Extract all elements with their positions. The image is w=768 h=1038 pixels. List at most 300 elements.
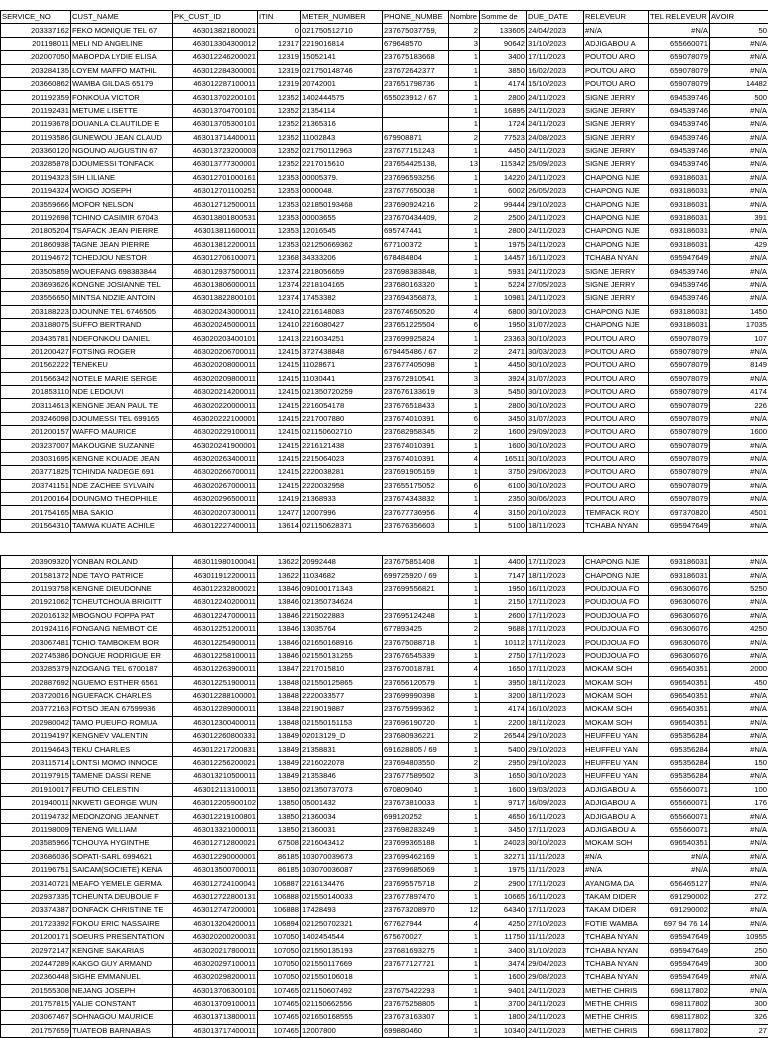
table-cell: 1 [449, 609, 480, 622]
table-cell: 656465127 [649, 877, 710, 890]
table-cell: 1950 [480, 318, 527, 331]
table-row [1, 904, 768, 917]
table-cell: #N/A [710, 265, 768, 278]
table-cell: 2220032958 [301, 479, 383, 492]
table-cell: 203585966 [1, 837, 71, 850]
table-cell: 2 [449, 198, 480, 211]
table-cell: 237680163320 [383, 278, 449, 291]
table-cell: 463013204200011 [173, 917, 258, 930]
table-cell: 1 [449, 716, 480, 729]
table-cell: 237699556821 [383, 582, 449, 595]
table-cell: 677893425 [383, 622, 449, 635]
table-cell: 17428493 [301, 904, 383, 917]
table-cell: 21365316 [301, 118, 383, 131]
table-cell: 463020222100001 [173, 412, 258, 425]
table-cell: 694539746 [649, 265, 710, 278]
table-cell: 463013321000011 [173, 823, 258, 836]
table-cell: 691290002 [649, 904, 710, 917]
table-row [1, 877, 768, 890]
table-cell: 2800 [480, 399, 527, 412]
table-cell: 1 [449, 783, 480, 796]
table-row [1, 211, 768, 224]
table-cell: TENENG WILLIAM [71, 823, 173, 836]
table-cell: 201194324 [1, 185, 71, 198]
table-cell: 696540351 [649, 689, 710, 702]
table-cell: 693186031 [649, 318, 710, 331]
column-header: CUST_NAME [71, 11, 173, 24]
table-cell: KENGNE JEAN PAUL TE [71, 399, 173, 412]
table-cell: 201853110 [1, 385, 71, 398]
table-cell: 18/11/2023 [527, 519, 584, 532]
table-cell: 201723392 [1, 917, 71, 930]
table-cell: 0000048. [301, 185, 383, 198]
table-cell: 2216043412 [301, 837, 383, 850]
table-cell: 6002 [480, 185, 527, 198]
table-cell: 463020245000011 [173, 318, 258, 331]
table-cell: 31/07/2023 [527, 372, 584, 385]
table-cell: 463013822800101 [173, 292, 258, 305]
table-cell: 12415 [258, 466, 301, 479]
table-cell: 021750112963 [301, 144, 383, 157]
table-cell: 86185 [258, 850, 301, 863]
table-cell: 1 [449, 91, 480, 104]
table-cell: LONTSI MOMO INNOCE [71, 756, 173, 769]
data-table-1 [0, 10, 768, 533]
table-cell: 1 [449, 890, 480, 903]
table-cell: METHE CHRIS [584, 1011, 649, 1024]
table-cell: 12352 [258, 131, 301, 144]
table-cell: #N/A [584, 863, 649, 876]
table-cell: 17/11/2023 [527, 649, 584, 662]
table-cell: KENGNE KOUADE JEAN [71, 452, 173, 465]
table-cell: DJOUNNE TEL 6746505 [71, 305, 173, 318]
table-row [1, 917, 768, 930]
table-cell: 16/02/2023 [527, 64, 584, 77]
table-cell: 12415 [258, 372, 301, 385]
table-cell: TAMWA KUATE ACHILE [71, 519, 173, 532]
table-cell: 693186031 [649, 171, 710, 184]
table-cell: 021150662556 [301, 997, 383, 1010]
table-cell: 237699462169 [383, 850, 449, 863]
table-cell: TEMFACK ROY [584, 506, 649, 519]
table-cell: 237699685069 [383, 863, 449, 876]
table-cell: #N/A [710, 225, 768, 238]
table-cell: 19/03/2023 [527, 783, 584, 796]
table-cell: 202937335 [1, 890, 71, 903]
table-cell: 694539746 [649, 144, 710, 157]
table-cell: 2950 [480, 756, 527, 769]
table-cell: #N/A [710, 904, 768, 917]
table-cell: 699880460 [383, 1024, 449, 1037]
table-cell: 237675088718 [383, 636, 449, 649]
table-cell: 679648570 [383, 37, 449, 50]
table-cell: SIGNE JERRY [584, 265, 649, 278]
table-cell: 34333206 [301, 252, 383, 265]
table-cell: 16/09/2023 [527, 797, 584, 810]
table-cell: 1650 [480, 770, 527, 783]
table-row [1, 837, 768, 850]
table-cell: FEKO MONIQUE TEL 67 [71, 24, 173, 37]
table-cell: 14457 [480, 252, 527, 265]
table-row [1, 345, 768, 358]
table-cell: 463011980100041 [173, 556, 258, 569]
table-cell: 1600 [710, 426, 768, 439]
table-cell: 237682958345 [383, 426, 449, 439]
table-cell: 201198009 [1, 823, 71, 836]
table-cell: 21360034 [301, 810, 383, 823]
table-row [1, 609, 768, 622]
table-row [1, 783, 768, 796]
table-cell: MEAFO YEMELE GERMA [71, 877, 173, 890]
table-cell: CHAPONG NJE [584, 185, 649, 198]
table-cell: POUTOU ARO [584, 51, 649, 64]
table-cell: SOHNAGOU MAURICE [71, 1011, 173, 1024]
table-cell: CHAPONG NJE [584, 225, 649, 238]
table-cell: 3474 [480, 957, 527, 970]
table-cell: FONKOUA VICTOR [71, 91, 173, 104]
table-cell: #N/A [710, 850, 768, 863]
table-cell: 021650168555 [301, 1011, 383, 1024]
table-cell: 237677151243 [383, 144, 449, 157]
table-cell: 237672642377 [383, 64, 449, 77]
table-cell: 2218104165 [301, 278, 383, 291]
table-cell: 691628805 / 69 [383, 743, 449, 756]
table-cell: ADJIGABOU A [584, 797, 649, 810]
table-cell: 24/11/2023 [527, 91, 584, 104]
table-cell: 30/10/2023 [527, 479, 584, 492]
table-cell: 9717 [480, 797, 527, 810]
table-cell: 670809040 [383, 783, 449, 796]
table-cell: #N/A [710, 104, 768, 117]
table-cell: NDE ZACHEE SYLVAIN [71, 479, 173, 492]
table-cell: 24/11/2023 [527, 118, 584, 131]
table-cell: 12353 [258, 211, 301, 224]
table-row [1, 930, 768, 943]
column-header: TEL RELEVEUR [649, 11, 710, 24]
table-row [1, 890, 768, 903]
table-cell: 463013801800531 [173, 211, 258, 224]
table-cell: 237673163307 [383, 1011, 449, 1024]
table-cell: 237651798736 [383, 77, 449, 90]
table-cell: 12319 [258, 77, 301, 90]
table-cell: 237674343832 [383, 493, 449, 506]
table-cell: 17/11/2023 [527, 556, 584, 569]
table-cell: 2750 [480, 649, 527, 662]
table-cell: 106888 [258, 904, 301, 917]
table-cell: 677100372 [383, 238, 449, 251]
table-cell: 021150607492 [301, 984, 383, 997]
table-cell: 463012263900011 [173, 663, 258, 676]
table-cell: 201193678 [1, 118, 71, 131]
table-cell: 1600 [480, 426, 527, 439]
table-cell: 2215064023 [301, 452, 383, 465]
table-cell: 463020263400011 [173, 452, 258, 465]
table-cell: 201200164 [1, 493, 71, 506]
table-cell: 115342 [480, 158, 527, 171]
table-cell: 27/05/2023 [527, 278, 584, 291]
table-cell: 12352 [258, 158, 301, 171]
table-cell: 201193758 [1, 582, 71, 595]
table-cell: 021250702321 [301, 917, 383, 930]
table-cell: 698117802 [649, 997, 710, 1010]
table-cell: 203435781 [1, 332, 71, 345]
table-cell: 11750 [480, 930, 527, 943]
table-cell: 699120252 [383, 810, 449, 823]
table-cell: 696540351 [649, 676, 710, 689]
table-cell: 655660071 [649, 823, 710, 836]
table-cell: KONGNE JOSIANNE TEL [71, 278, 173, 291]
table-cell: 2217007880 [301, 412, 383, 425]
table-cell: 16/11/2023 [527, 810, 584, 823]
table-cell: 463012287100011 [173, 77, 258, 90]
table-cell: 12415 [258, 479, 301, 492]
table-cell: 203741151 [1, 479, 71, 492]
table-cell: 24/11/2023 [527, 104, 584, 117]
table-cell: POUTOU ARO [584, 412, 649, 425]
table-cell: 021750512710 [301, 24, 383, 37]
table-cell: 463013500700011 [173, 863, 258, 876]
table-cell: 500 [710, 91, 768, 104]
table-cell: 201757659 [1, 1024, 71, 1037]
table-cell: 237677897470 [383, 890, 449, 903]
table-row [1, 452, 768, 465]
table-cell: 2000 [710, 663, 768, 676]
table-cell: 237655175052 [383, 479, 449, 492]
table-row [1, 118, 768, 131]
table-cell: 30/06/2023 [527, 493, 584, 506]
table-cell: 1 [449, 1011, 480, 1024]
table-cell: 12415 [258, 345, 301, 358]
table-cell: YONBAN ROLAND [71, 556, 173, 569]
table-cell: 27/10/2023 [527, 917, 584, 930]
table-cell: 237656120579 [383, 676, 449, 689]
table-cell: 2216034251 [301, 332, 383, 345]
table-cell: 463020298200011 [173, 971, 258, 984]
table-cell: GUNEWOU JEAN CLAUD [71, 131, 173, 144]
table-cell: 463020229100011 [173, 426, 258, 439]
table-cell: 1 [449, 332, 480, 345]
table-cell: 463020267000011 [173, 479, 258, 492]
table-cell: SIGNE JERRY [584, 144, 649, 157]
table-cell: METHE CHRIS [584, 1024, 649, 1037]
table-row [1, 797, 768, 810]
table-cell: 106887 [258, 877, 301, 890]
table-cell: 201924116 [1, 622, 71, 635]
table-cell: 24/11/2023 [527, 171, 584, 184]
table-cell: FEUTIO CELESTIN [71, 783, 173, 796]
column-header: RELEVEUR [584, 11, 649, 24]
table-cell: 021650168916 [301, 636, 383, 649]
table-cell: TCHOUYA HYGINTHE [71, 837, 173, 850]
table-cell: 203188075 [1, 318, 71, 331]
table-cell: #N/A [710, 412, 768, 425]
table-cell: 021150628371 [301, 519, 383, 532]
table-cell: 12353 [258, 198, 301, 211]
table-cell: 2220033577 [301, 689, 383, 702]
table-cell: 659078079 [649, 359, 710, 372]
table-cell: 463020243000011 [173, 305, 258, 318]
table-cell: 201940011 [1, 797, 71, 810]
table-cell: 17/11/2023 [527, 823, 584, 836]
table-cell [383, 971, 449, 984]
table-cell: #N/A [710, 252, 768, 265]
table-cell: 10665 [480, 890, 527, 903]
table-cell: 29/10/2023 [527, 198, 584, 211]
table-cell: 300 [710, 997, 768, 1010]
table-cell: 202016132 [1, 609, 71, 622]
table-cell: 15052141 [301, 51, 383, 64]
table-cell: 679445486 / 67 [383, 345, 449, 358]
table-row [1, 104, 768, 117]
table-cell: #N/A [710, 37, 768, 50]
table-cell: 463020297100011 [173, 957, 258, 970]
table-cell: 4450 [480, 359, 527, 372]
table-cell: MOKAM SOH [584, 676, 649, 689]
table-cell: 659078079 [649, 345, 710, 358]
table-cell: 463012251200011 [173, 622, 258, 635]
table-cell: 202007050 [1, 51, 71, 64]
table-cell: #N/A [710, 278, 768, 291]
table-cell: 12415 [258, 359, 301, 372]
table-cell: 5100 [480, 519, 527, 532]
table-row [1, 957, 768, 970]
table-cell: 203772163 [1, 703, 71, 716]
table-cell: 237672910541 [383, 372, 449, 385]
table-cell: 1600 [480, 971, 527, 984]
table-cell: METHE CHRIS [584, 997, 649, 1010]
table-row [1, 850, 768, 863]
table-cell: 12415 [258, 439, 301, 452]
table-cell: 1 [449, 957, 480, 970]
table-cell: 675670027 [383, 930, 449, 943]
table-cell: 202360448 [1, 971, 71, 984]
table-cell: MOKAM SOH [584, 716, 649, 729]
table-cell: 237699990398 [383, 689, 449, 702]
table-cell: #N/A [710, 971, 768, 984]
table-cell: TAKAM DIDER [584, 890, 649, 903]
table-cell: 2 [449, 131, 480, 144]
table-cell: 698117802 [649, 984, 710, 997]
table-cell: SOPATI-SARL 6994621 [71, 850, 173, 863]
table-cell: 26544 [480, 730, 527, 743]
table-cell: 0 [258, 24, 301, 37]
table-cell: 24023 [480, 837, 527, 850]
table-cell: POUTOU ARO [584, 399, 649, 412]
table-cell: 463013706300101 [173, 984, 258, 997]
table-cell: 698117802 [649, 1024, 710, 1037]
table-cell: 201200157 [1, 426, 71, 439]
table-row [1, 556, 768, 569]
table-cell: 1650 [480, 663, 527, 676]
table-cell: 659078079 [649, 439, 710, 452]
table-cell: 1 [449, 797, 480, 810]
table-cell: 12352 [258, 118, 301, 131]
table-cell: 237690924216 [383, 198, 449, 211]
table-cell: 463012256200021 [173, 756, 258, 769]
table-cell: POUDJOUA FO [584, 582, 649, 595]
table-row [1, 863, 768, 876]
table-cell: 203686036 [1, 850, 71, 863]
table-cell: 463020207300011 [173, 506, 258, 519]
table-cell: 29/09/2023 [527, 426, 584, 439]
table-cell: 695947649 [649, 519, 710, 532]
table-cell: 203031695 [1, 452, 71, 465]
table-cell: 021550131255 [301, 649, 383, 662]
table-cell: 237675422293 [383, 984, 449, 997]
table-row [1, 689, 768, 702]
table-row [1, 51, 768, 64]
table-cell: 30/10/2023 [527, 837, 584, 850]
table-cell: SUFFO BERTRAND [71, 318, 173, 331]
table-cell: 10955 [710, 930, 768, 943]
table-cell: 201194323 [1, 171, 71, 184]
table-cell: 6 [449, 412, 480, 425]
table-cell: HEUFFEU YAN [584, 756, 649, 769]
table-cell: POUDJOUA FO [584, 622, 649, 635]
table-cell: 237677736956 [383, 506, 449, 519]
table-cell: 13846 [258, 609, 301, 622]
table-cell: 31/07/2023 [527, 412, 584, 425]
table-cell: #N/A [710, 716, 768, 729]
table-cell: 694539746 [649, 104, 710, 117]
table-cell: 4450 [480, 144, 527, 157]
table-cell: 4650 [480, 810, 527, 823]
table-cell: 201581372 [1, 569, 71, 582]
table-cell: #N/A [710, 51, 768, 64]
table-cell: MEDONZONG JEANNET [71, 810, 173, 823]
table-cell: 695747441 [383, 225, 449, 238]
table-cell: 203771825 [1, 466, 71, 479]
table-cell: KAKGO GUY ARMAND [71, 957, 173, 970]
table-cell: 24/11/2023 [527, 144, 584, 157]
table-cell: 201194732 [1, 810, 71, 823]
table-cell: 463012722800131 [173, 890, 258, 903]
table-cell: 694539746 [649, 292, 710, 305]
table-cell: MOKAM SOH [584, 837, 649, 850]
table-cell: POUTOU ARO [584, 64, 649, 77]
table-cell: 1 [449, 265, 480, 278]
table-row [1, 810, 768, 823]
table-cell: NDEFONKOU DANIEL [71, 332, 173, 345]
table-cell: 1 [449, 930, 480, 943]
table-cell: 2 [449, 24, 480, 37]
table-cell: 237694356873, [383, 292, 449, 305]
table-cell: 201566342 [1, 372, 71, 385]
table-cell: 1 [449, 703, 480, 716]
table-cell: 11028671 [301, 359, 383, 372]
table-cell: TCHIO TAMBOKEM BOR [71, 636, 173, 649]
table-cell: NOTELE MARIE SERGE [71, 372, 173, 385]
table-cell: 203337162 [1, 24, 71, 37]
table-cell: 694539746 [649, 158, 710, 171]
table-cell: 695947649 [649, 971, 710, 984]
table-cell: #N/A [710, 649, 768, 662]
table-cell: 3400 [480, 51, 527, 64]
table-cell: 203067467 [1, 1011, 71, 1024]
table-row [1, 971, 768, 984]
table-cell: 13 [449, 158, 480, 171]
table-cell: SIGNE JERRY [584, 118, 649, 131]
table-cell: 463013777300001 [173, 158, 258, 171]
table-cell: 00003655 [301, 211, 383, 224]
table-cell: 4174 [480, 77, 527, 90]
table-cell: 2216022078 [301, 756, 383, 769]
table-cell: NEJANG JOSEPH [71, 984, 173, 997]
table-cell: 463012247000011 [173, 609, 258, 622]
table-cell: 10981 [480, 292, 527, 305]
table-cell: POUDJOUA FO [584, 649, 649, 662]
table-cell: 31/10/2023 [527, 37, 584, 50]
